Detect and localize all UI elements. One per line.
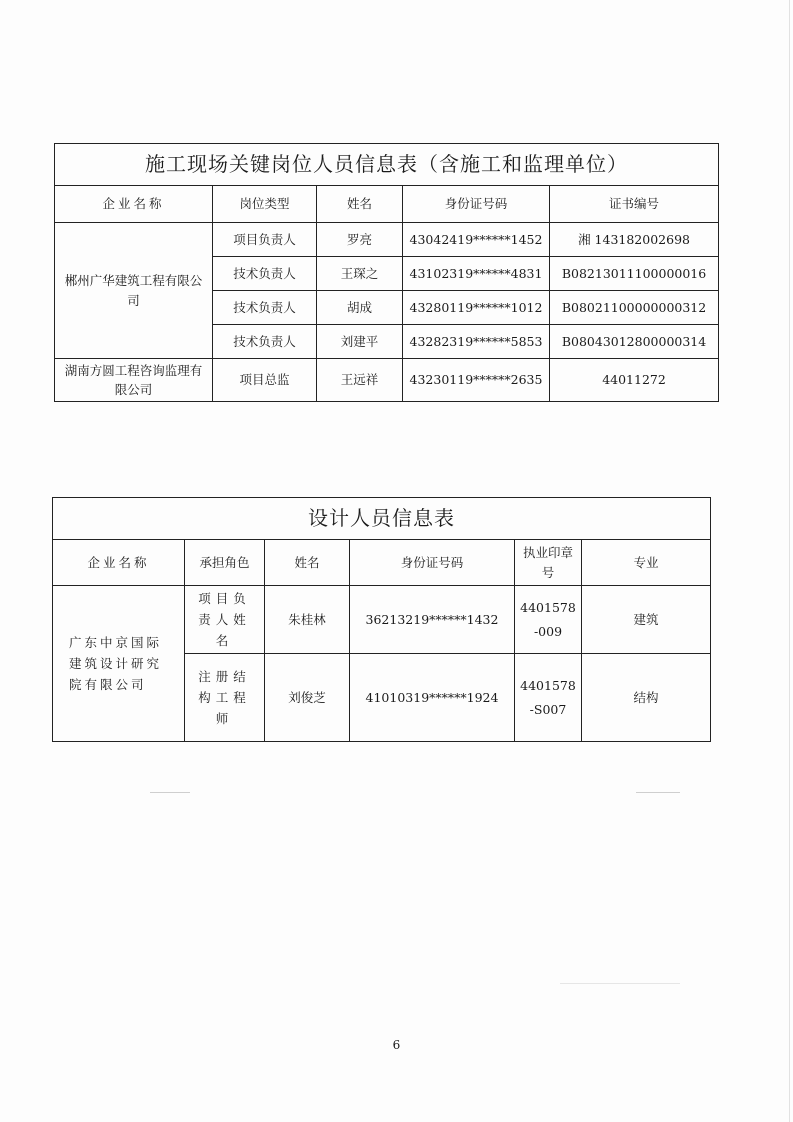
- role-cell: 注册结构工程师: [185, 654, 265, 742]
- role-cell: 项目总监: [213, 359, 317, 402]
- specialty-cell: 建筑: [582, 586, 711, 654]
- header-name: 姓名: [317, 186, 403, 223]
- scan-artifact: [560, 983, 680, 984]
- role-cell: 项目负责人: [213, 223, 317, 257]
- seal-cell: 4401578-S007: [515, 654, 582, 742]
- name-cell: 王远祥: [317, 359, 403, 402]
- table-row: [55, 359, 719, 402]
- cert-cell: 湘 143182002698: [550, 223, 719, 257]
- id-cell: 41010319******1924: [350, 654, 515, 742]
- scan-edge: [789, 0, 790, 1122]
- company-cell: 郴州广华建筑工程有限公司: [55, 223, 213, 359]
- name-cell: 罗亮: [317, 223, 403, 257]
- name-cell: 刘俊芝: [265, 654, 350, 742]
- role-cell: 技术负责人: [213, 257, 317, 291]
- header-company: 企业名称: [55, 186, 213, 223]
- id-cell: 43280119******1012: [403, 291, 550, 325]
- construction-table-title: 施工现场关键岗位人员信息表（含施工和监理单位）: [55, 144, 719, 186]
- cert-cell: 44011272: [550, 359, 719, 402]
- header-specialty: 专业: [582, 540, 711, 586]
- role-cell: 项目负责人姓名: [185, 586, 265, 654]
- company-cell: 广东中京国际建筑设计研究院有限公司: [53, 586, 185, 742]
- name-cell: 朱桂林: [265, 586, 350, 654]
- role-cell: 技术负责人: [213, 291, 317, 325]
- design-table-title: 设计人员信息表: [53, 498, 711, 540]
- table-row: [53, 586, 711, 654]
- header-id-number: 身份证号码: [403, 186, 550, 223]
- header-company: 企业名称: [53, 540, 185, 586]
- page-number: 6: [392, 1038, 401, 1052]
- cert-cell: B08021100000000312: [550, 291, 719, 325]
- header-role: 承担角色: [185, 540, 265, 586]
- specialty-cell: 结构: [582, 654, 711, 742]
- id-cell: 43230119******2635: [403, 359, 550, 402]
- cert-cell: B08213011100000016: [550, 257, 719, 291]
- scan-artifact: [150, 792, 190, 793]
- design-personnel-table: [52, 497, 711, 742]
- scan-artifact: [636, 792, 680, 793]
- id-cell: 43282319******5853: [403, 325, 550, 359]
- name-cell: 胡成: [317, 291, 403, 325]
- name-cell: 刘建平: [317, 325, 403, 359]
- construction-personnel-table: [54, 143, 719, 402]
- id-cell: 43042419******1452: [403, 223, 550, 257]
- name-cell: 王琛之: [317, 257, 403, 291]
- header-id-number: 身份证号码: [350, 540, 515, 586]
- seal-cell: 4401578-009: [515, 586, 582, 654]
- header-seal-number: 执业印章号: [515, 540, 582, 586]
- company-cell: 湖南方圆工程咨询监理有限公司: [55, 359, 213, 402]
- header-certificate-number: 证书编号: [550, 186, 719, 223]
- table-row: [55, 223, 719, 257]
- cert-cell: B08043012800000314: [550, 325, 719, 359]
- id-cell: 36213219******1432: [350, 586, 515, 654]
- role-cell: 技术负责人: [213, 325, 317, 359]
- id-cell: 43102319******4831: [403, 257, 550, 291]
- header-name: 姓名: [265, 540, 350, 586]
- header-position-type: 岗位类型: [213, 186, 317, 223]
